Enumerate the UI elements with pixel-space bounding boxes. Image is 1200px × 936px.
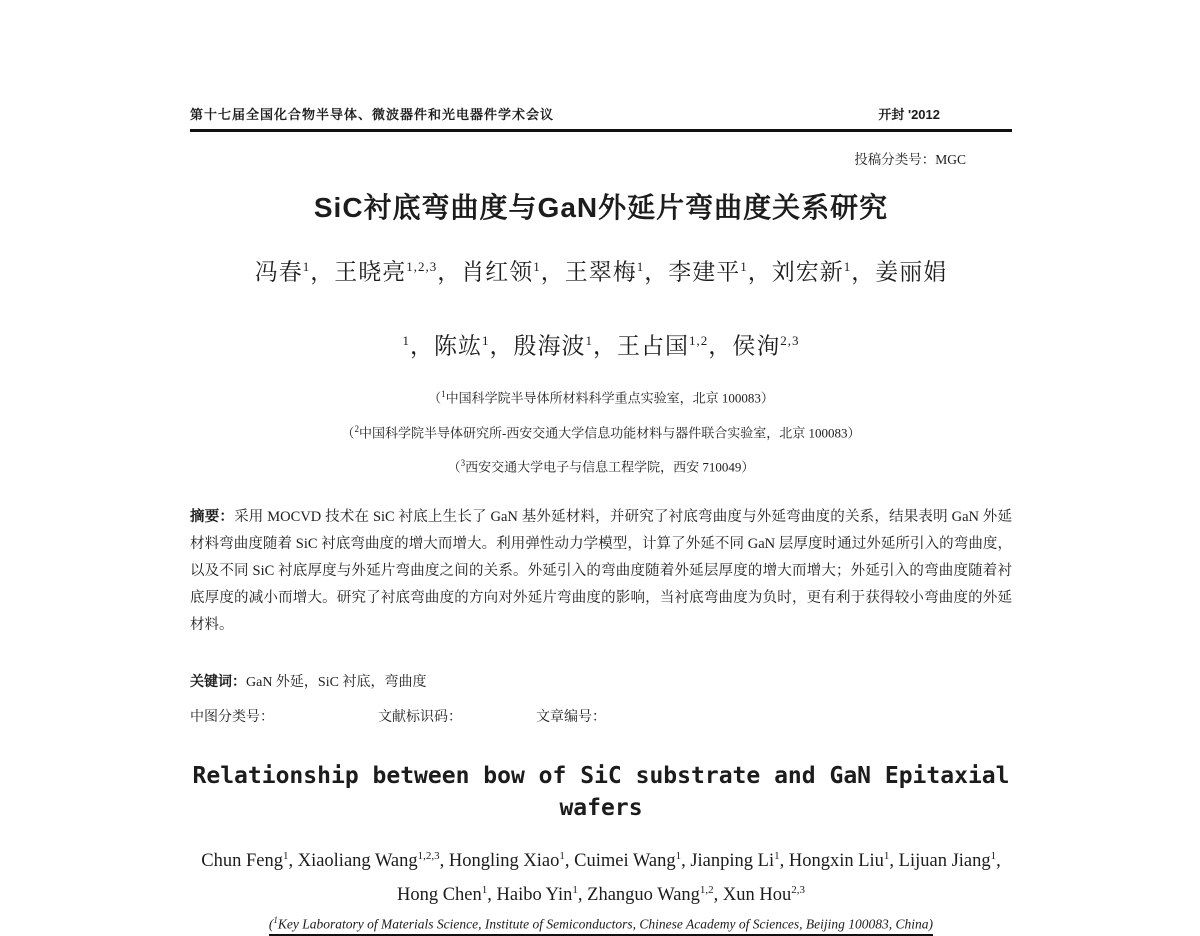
- page-content: [190, 0, 1012, 936]
- article-id-label: 文章编号：: [536, 710, 606, 726]
- conference-title: 第十七届全国化合物半导体、微波器件和光电器件学术会议: [190, 107, 555, 122]
- submission-class: 投稿分类号：MGC: [854, 152, 966, 167]
- authors-en: Chun Feng$^1$, Xiaoliang Wang$^{1,2,3}$, Hongling Xiao$^1$, Cuimei Wang$^1$, Jianping Li$^1$, Hongxin Liu$^1$, Lijuan Jiang$^1$, Hong Chen$^1$, Haibo Yin$^1$, Zhanguo Wang$^{1,2}$, Xun Hou$^{2,3}$: [201, 850, 1001, 906]
- conference-venue-year: 开封 '2012: [878, 107, 940, 122]
- doc-code-label: 文献标识码：: [378, 710, 462, 726]
- affiliation-line-2: （$^2$中国科学院半导体研究所-西安交通大学信息功能材料与器件联合实验室，北京 100083）: [341, 423, 861, 440]
- affiliation-en-text: ($^1$Key Laboratory of Materials Science, Institute of Semiconductors, Chinese Academy of Sciences, Beijing 100083, China): [269, 915, 933, 936]
- paper-title-en: Relationship between bow of SiC substrate and GaN Epitaxial wafers: [192, 763, 1010, 822]
- classification-line: [190, 706, 1012, 726]
- affiliation-en: [190, 915, 1012, 936]
- abstract-label: 摘要：: [190, 509, 235, 526]
- author-line-1: 冯春$^1$，王晓亮$^{1,2,3}$，肖红领$^1$，王翠梅$^1$，李建平$^1$，刘宏新$^1$，姜丽娟: [254, 259, 948, 285]
- abstract-paragraph: [190, 504, 1012, 639]
- affiliation-line-1: （$^1$中国科学院半导体所材料科学重点实验室，北京 100083）: [428, 389, 774, 406]
- affiliation-line-3: （$^3$西安交通大学电子与信息工程学院，西安 710049）: [447, 457, 755, 475]
- abstract-text: 采用 MOCVD 技术在 SiC 衬底上生长了 GaN 基外延材料，并研究了衬底弯曲度与外延弯曲度的关系，结果表明 GaN 外延材料弯曲度随着 SiC 衬底弯曲度的增大而增大。利用弹性动力学模型，计算了外延不同 GaN 层厚度时通过外延所引入的弯曲度，以及不同 SiC 衬底厚度与外延片弯曲度之间的关系。外延引入的弯曲度随着外延层厚度的增大而增大；外延引入的弯曲度随着衬底厚度的减小而增大。研究了衬底弯曲度的方向对外延片弯曲度的影响，当衬底弯曲度为负时，更有利于获得较小弯曲度的外延材料。: [190, 509, 1012, 634]
- keywords-line: [190, 671, 1012, 691]
- keywords-text: GaN 外延，SiC 衬底，弯曲度: [246, 675, 427, 691]
- author-line-2: $^1$，陈竑$^1$，殷海波$^1$，王占国$^{1,2}$，侯洵$^{2,3}$: [402, 332, 800, 359]
- keywords-label: 关键词：: [190, 673, 246, 690]
- clc-label: 中图分类号：: [190, 710, 274, 726]
- affiliations-cn: [190, 385, 1012, 476]
- conference-header: [190, 104, 1012, 132]
- paper-title-cn: SiC衬底弯曲度与GaN外延片弯曲度关系研究: [313, 192, 889, 223]
- authors-cn: [190, 250, 1012, 363]
